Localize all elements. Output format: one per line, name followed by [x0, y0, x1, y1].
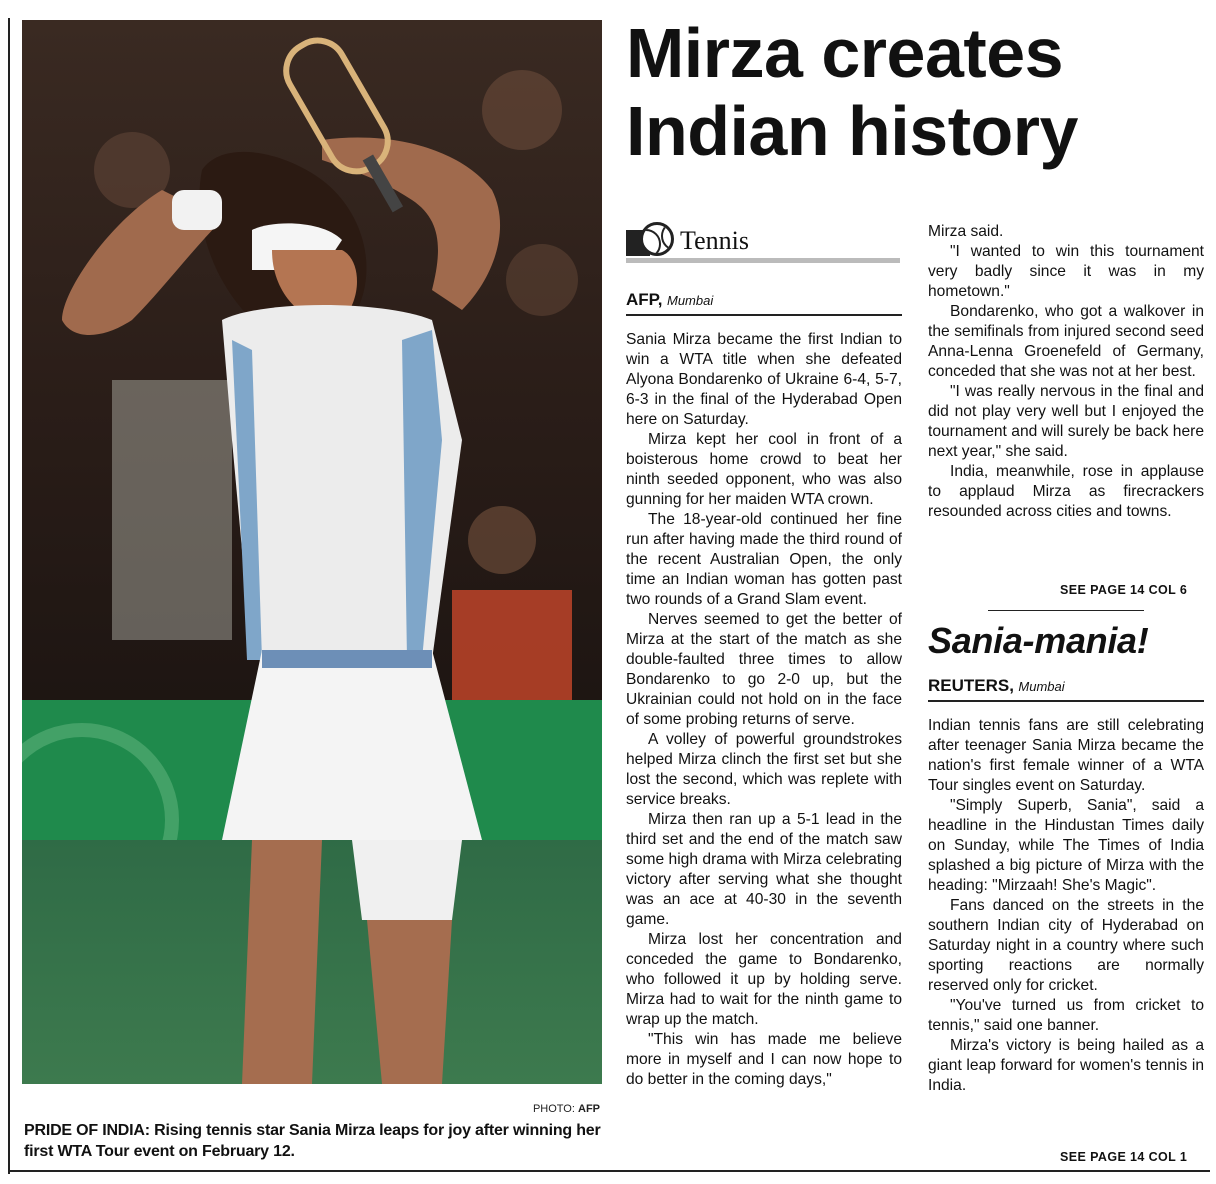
bottom-rule — [8, 1170, 1210, 1172]
tennis-ball-icon — [640, 222, 674, 256]
story1-byline-rule — [626, 314, 902, 316]
main-headline — [626, 14, 1216, 170]
story1-paragraph: Mirza said. — [928, 223, 1004, 240]
story1-paragraph: "This win has made me believe more in myself and I can now hope to do better in the coming days," — [626, 1031, 902, 1088]
story2-location: Mumbai — [1018, 679, 1065, 694]
photo-credit-label: PHOTO: — [532, 1103, 575, 1115]
story1-paragraph: Mirza kept her cool in front of a boisterous home crowd to beat her ninth seeded opponent, who was also gunning for her maiden WTA crown. — [626, 431, 902, 508]
story2-paragraph: "You've turned us from cricket to tennis," said one banner. — [928, 997, 1204, 1034]
story1-paragraph: Mirza then ran up a 5-1 lead in the third set and the end of the match saw some high drama with Mirza celebrating victory after serving what she thought was an ace at 40-30 in the seventh game. — [626, 811, 902, 928]
story2-jump-link[interactable]: SEE PAGE 14 COL 1 — [1060, 1150, 1188, 1164]
caption-text: Rising tennis star Sania Mirza leaps for joy after winning her first WTA Tour event on February 12. — [24, 1122, 601, 1160]
caption-lead: PRIDE OF INDIA: — [24, 1122, 150, 1139]
player-celebration-illustration — [22, 20, 602, 1084]
story1-paragraph: The 18-year-old continued her fine run after having made the third round of the recent Australian Open, the only time an Indian woman has gotten past two rounds of a Grand Slam event. — [626, 511, 902, 608]
story2-paragraph: "Simply Superb, Sania", said a headline in the Hindustan Times daily on Sunday, while The Times of India splashed a big picture of Mirza with the heading: "Mirzaah! She's Magic". — [928, 797, 1204, 894]
story1-byline — [626, 290, 713, 310]
story1-jump-link[interactable]: SEE PAGE 14 COL 6 — [1060, 583, 1188, 597]
story1-paragraph: "I wanted to win this tournament very badly since it was in my hometown." — [928, 243, 1204, 300]
story1-paragraph: Nerves seemed to get the better of Mirza at the start of the match as she double-faulted three times to allow Bondarenko to go 2-0 up, but the Ukrainian could not hold on in the face of some probing returns of serve. — [626, 611, 902, 728]
story1-paragraph: Sania Mirza became the first Indian to win a WTA title when she defeated Alyona Bondarenko of Ukraine 6-4, 5-7, 6-3 in the final of the Hyderabad Open here on Saturday. — [626, 331, 902, 428]
headline-line-1: Mirza creates — [626, 14, 1064, 92]
photo-credit-source: AFP — [578, 1103, 600, 1115]
section-label: Tennis — [680, 226, 749, 255]
story2-headline: Sania-mania! — [928, 620, 1149, 661]
story1-location: Mumbai — [667, 293, 714, 308]
story2-column — [928, 716, 1204, 1096]
story1-agency: AFP, — [626, 290, 663, 309]
story2-paragraph: Mirza's victory is being hailed as a giant leap forward for women's tennis in India. — [928, 1037, 1204, 1094]
story1-paragraph: India, meanwhile, rose in applause to applaud Mirza as firecrackers resounded across cities and towns. — [928, 463, 1204, 520]
story1-paragraph: Mirza lost her concentration and conceded the game to Bondarenko, who followed it up by holding serve. Mirza had to wait for the ninth game to wrap up the match. — [626, 931, 902, 1028]
left-column-rule — [8, 18, 10, 1174]
story2-paragraph: Indian tennis fans are still celebrating after teenager Sania Mirza became the nation's first female winner of a WTA Tour singles event on Saturday. — [928, 717, 1204, 794]
story2-byline-rule — [928, 700, 1204, 702]
story1-column-1 — [626, 330, 902, 1090]
story2-byline — [928, 676, 1065, 696]
story2-agency: REUTERS, — [928, 676, 1014, 695]
section-tag — [626, 222, 900, 262]
headline-line-2: Indian history — [626, 92, 1078, 170]
story1-paragraph: "I was really nervous in the final and did not play very well but I enjoyed the tournament and will surely be back here next year," she said. — [928, 383, 1204, 460]
photo-caption — [24, 1120, 604, 1162]
story2-paragraph: Fans danced on the streets in the southern Indian city of Hyderabad on Saturday night in a country where such sporting reactions are normally reserved only for cricket. — [928, 897, 1204, 994]
section-tag-bar — [626, 258, 900, 263]
story1-column-2 — [928, 222, 1204, 522]
photo-credit — [22, 1103, 600, 1115]
news-photo — [22, 20, 602, 1084]
story-divider — [988, 610, 1144, 611]
story1-paragraph: A volley of powerful groundstrokes helped Mirza clinch the first set but she lost the second, which was replete with service breaks. — [626, 731, 902, 808]
story1-paragraph: Bondarenko, who got a walkover in the semifinals from injured second seed Anna-Lenna Groenefeld of Germany, conceded that she was not at her best. — [928, 303, 1204, 380]
